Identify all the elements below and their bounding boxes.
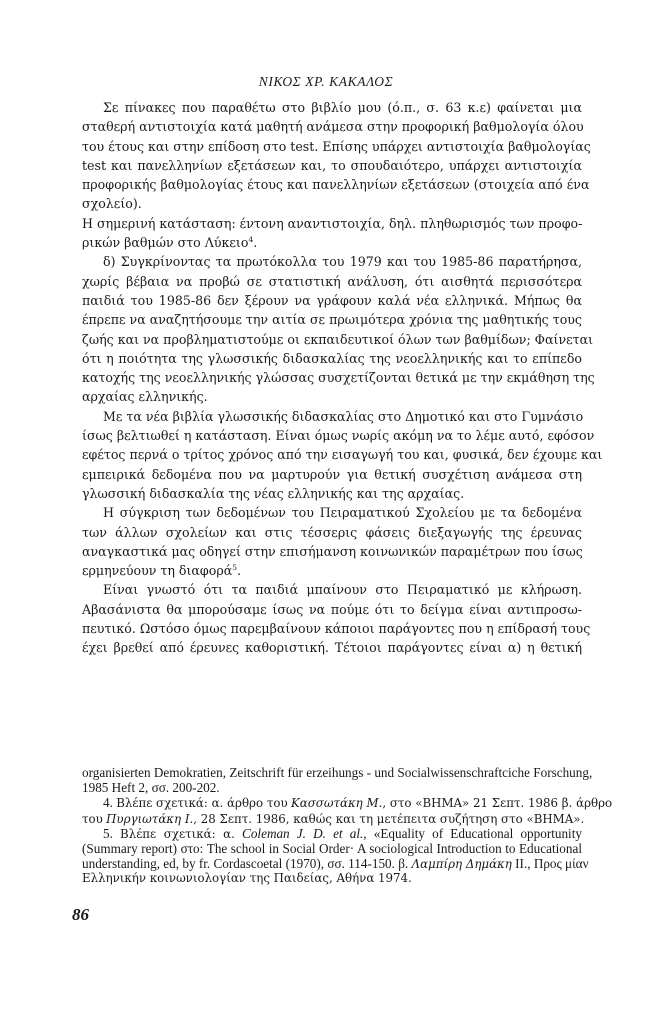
text-line: εμπειρικά δεδομένα που να μαρτυρούν για θετική συσχέτιση ανάμεσα στη: [82, 466, 582, 482]
footnote-5-line-3: [82, 856, 589, 872]
text-line: Η σύγκριση των δεδομένων του Πειραματικού Σχολείου με τα δεδομένα: [103, 505, 582, 521]
text-run: του: [82, 811, 103, 826]
text-line: σταθερή αντιστοιχία κατά μαθητή ανάμεσα στην προφορική βαθμολογία όλου: [82, 119, 584, 135]
text-line: Η σημερινή κατάσταση: έντονη αναντιστοιχία, δηλ. πληθωρισμός των προφο-: [82, 215, 583, 231]
text-run: , «Equality of Educational opportunity: [363, 825, 582, 841]
footnote-number: 5.: [103, 825, 113, 841]
cited-author: Πυργιωτάκη Ι.: [106, 811, 194, 826]
text-line: εφέτος περνά ο τρίτος χρόνος από την εισαγωγή του και, φυσικά, δεν έχουμε και: [82, 447, 603, 463]
text-line: αναγκαστικά μας οδηγεί στην επισήμανση κοινωνικών παραμέτρων που ίσως: [82, 543, 583, 559]
text-line: αρχαίας ελληνικής.: [82, 389, 208, 405]
footnote-5-line-4: Ελληνικήν κοινωνιολογίαν της Παιδείας, Αθήνα 1974.: [82, 871, 412, 886]
footnotes: [82, 765, 613, 887]
text-line: γλωσσική διδασκαλία της νέας ελληνικής και της αρχαίας.: [82, 485, 465, 501]
cited-author: Coleman J. D. et al.: [242, 825, 364, 841]
text-run: Βλέπε σχετικά: α.: [120, 826, 235, 841]
text-run: ερμηνεύουν τη διαφορά: [82, 563, 233, 579]
text-line: Αβασάνιστα θα μπορούσαμε ίσως να πούμε ότι το δείγμα είναι αντιπροσω-: [82, 601, 582, 617]
text-line: πευτικό. Ωστόσο όμως παρεμβαίνουν κάποιοι παράγοντες που η επίδρασή τους: [82, 621, 591, 637]
text-line: ίσως βελτιωθεί η κατάσταση. Είναι όμως νωρίς ακόμη να το λέμε αυτό, εφόσον: [82, 428, 595, 444]
text-line: έπρεπε να αναζητήσουμε την αιτία σε πρωιμότερα χρόνια της μαθητικής τους: [82, 312, 582, 328]
text-line: σχολείο).: [82, 196, 142, 212]
cited-author: Κασσωτάκη Μ.: [290, 796, 383, 811]
text-run: Βλέπε σχετικά: α. άρθρο του: [116, 796, 288, 811]
text-line: ζωής και να προβληματιστούμε οι εκπαιδευτικοί όλων των βαθμίδων; Φαίνεται: [82, 331, 594, 347]
text-line: [82, 233, 582, 252]
text-line: έχει βρεθεί από έρευνες καθοριστική. Τέτοιοι παράγοντες είναι α) η θετική: [82, 640, 582, 656]
text-line: των άλλων σχολείων και στις τέσσερις φάσεις διεξαγωγής της έρευνας: [82, 524, 582, 540]
text-line: [82, 561, 582, 580]
page-number: 86: [72, 905, 89, 924]
text-line: Με τα νέα βιβλία γλωσσικής διδασκαλίας στο Δημοτικό και στο Γυμνάσιο: [103, 408, 584, 424]
footnote-4-line-2: [82, 811, 585, 826]
text-line: test και πανελληνίων εξετάσεων και, το σπουδαιότερο, υπάρχει αντιστοιχία: [82, 157, 582, 173]
text-line: χωρίς βέβαια να προβώ σε στατιστική ανάλυση, ότι αισθητά περισσότερα: [82, 273, 582, 289]
footnote-ref-5[interactable]: 5: [232, 563, 238, 573]
text-line: παιδιά του 1985-86 δεν ξέρουν να γράφουν καλά νέα ελληνικά. Μήπως θα: [82, 292, 582, 308]
main-text: [82, 98, 603, 658]
text-line: κατοχής της νεοελληνικής γλώσσας συσχετίζονται θετικά με την εκμάθηση της: [82, 370, 595, 386]
running-head-author: ΝΙΚΟΣ ΧΡ. ΚΑΚΑΛΟΣ: [258, 74, 394, 89]
text-line: ότι η ποιότητα της γλωσσικής διδασκαλίας της νεοελληνικής και το επίπεδο: [82, 350, 582, 366]
cited-author: Λαμπίρη Δημάκη: [411, 857, 512, 872]
text-run: .: [237, 563, 242, 579]
footnote-continuation-line: 1985 Heft 2, σσ. 200-202.: [82, 780, 220, 796]
text-line: Σε πίνακες που παραθέτω στο βιβλίο μου (ό.π., σ. 63 κ.ε) φαίνεται μια: [103, 100, 582, 115]
footnote-continuation-line: organisierten Demokratien, Zeitschrift für erzeihungs - und Socialwissenschraftciche Forschung,: [82, 765, 593, 780]
text-line: του έτους και στην επίδοση στο test. Επίσης υπάρχει αντιστοιχία βαθμολογίας: [82, 138, 591, 154]
footnote-4-line-1: [82, 795, 613, 811]
text-line: δ) Συγκρίνοντας τα πρωτόκολλα του 1979 και του 1985-86 παρατήρησα,: [103, 254, 582, 270]
text-run: , 28 Σεπτ. 1986, καθώς και τη μετέπειτα συζήτηση στο «ΒΗΜΑ».: [193, 811, 585, 826]
text-run: .: [253, 235, 258, 251]
footnote-ref-4[interactable]: 4: [248, 235, 254, 245]
text-run: ΙΙ., Προς μίαν: [511, 856, 589, 872]
text-run: ρικών βαθμών στο Λύκειο: [82, 235, 249, 251]
text-run: , στο «ΒΗΜΑ» 21 Σεπτ. 1986 β. άρθρο: [382, 796, 613, 811]
text-line: Είναι γνωστό ότι τα παιδιά μπαίνουν στο Πειραματικό με κλήρωση.: [103, 582, 582, 598]
footnote-5-line-2: (Summary report) στο: The school in Social Order· A sociological Introduction to Educational: [82, 840, 582, 856]
text-run: understanding, ed, by fr. Cordascoetal (1970), σσ. 114-150. β.: [82, 856, 409, 872]
footnote-5-line-1: [82, 826, 582, 841]
footnote-number: 4.: [103, 795, 113, 811]
text-line: προφορικής βαθμολογίας έτους και πανελληνίων εξετάσεων (στοιχεία από ένα: [82, 177, 590, 193]
